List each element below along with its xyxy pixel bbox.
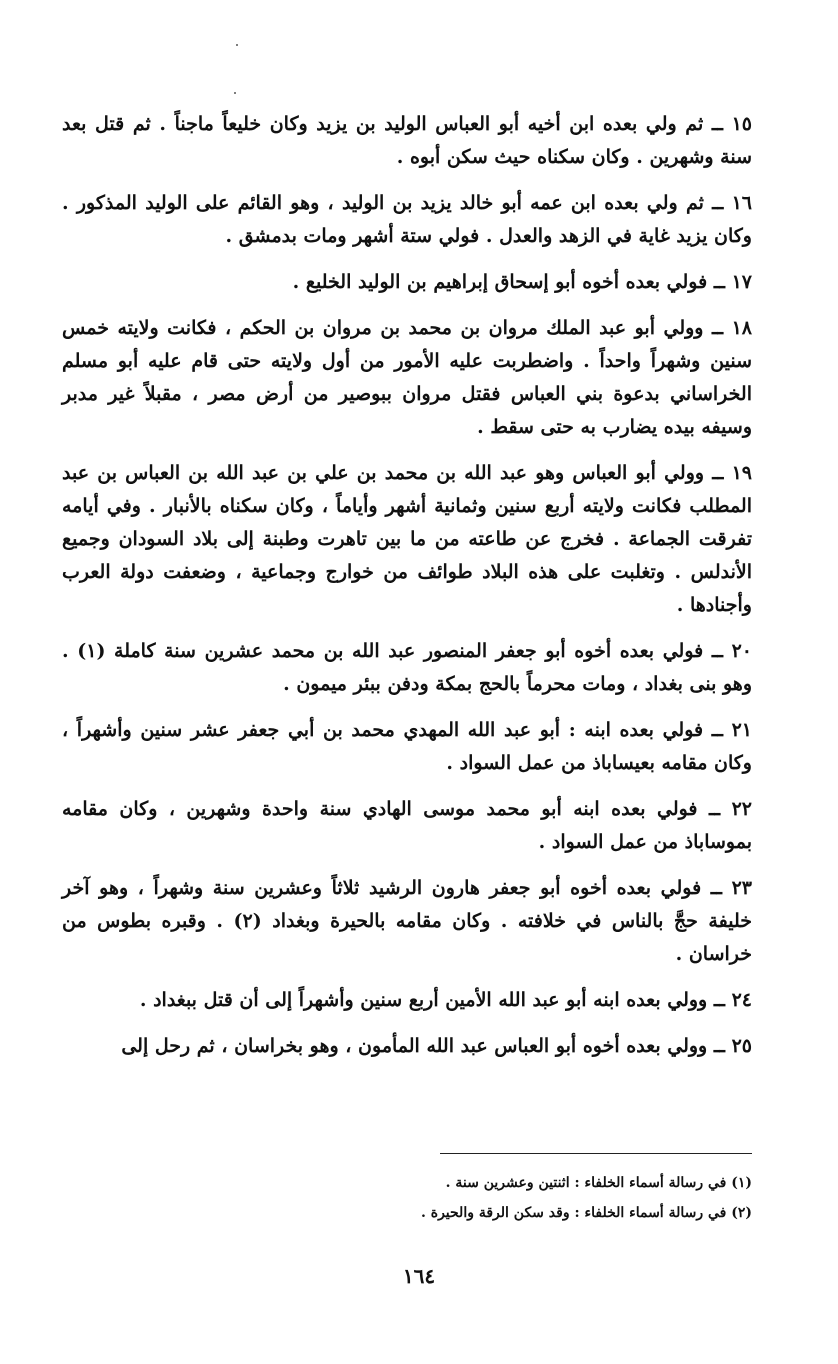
footnote-1: (١) في رسالة أسماء الخلفاء : اثنتين وعشرين سنة . [445,1175,752,1191]
footnote-2: (٢) في رسالة أسماء الخلفاء : وقد سكن الرقة والحيرة . [420,1205,752,1221]
page-number: ١٦٤ [402,1264,436,1288]
paragraph-23: ٢٣ ــ فولي بعده أخوه أبو جعفر هارون الرشيد ثلاثاً وعشرين سنة وشهراً ، وهو آخر خليفة حجَّ بالناس في خلافته . وكان مقامه بالحيرة وبغداد (٢) . وقبره بطوس من خراسان . [62,877,752,965]
paragraph-18: ١٨ ــ وولي أبو عبد الملك مروان بن محمد بن مروان بن الحكم ، فكانت ولايته خمس سنين وشهراً واحداً . واضطربت عليه الأمور من أول ولايته حتى قام عليه أبو مسلم الخراساني بدعوة بني العباس فقتل مروان ببوصير من أرض مصر ، مقبلاً غير مدبر وسيفه بيده يضارب به حتى سقط . [62,317,752,438]
paragraph-20: ٢٠ ــ فولي بعده أخوه أبو جعفر المنصور عبد الله بن محمد عشرين سنة كاملة (١) . وهو بنى بغداد ، ومات محرماً بالحج بمكة ودفن ببئر ميمون . [62,640,752,695]
paragraph-16: ١٦ ــ ثم ولي بعده ابن عمه أبو خالد يزيد بن الوليد ، وهو القائم على الوليد المذكور . وكان يزيد غاية في الزهد والعدل . فولي ستة أشهر ومات بدمشق . [62,192,752,247]
paragraph-17: ١٧ ــ فولي بعده أخوه أبو إسحاق إبراهيم بن الوليد الخليع . [292,271,752,293]
paragraph-19: ١٩ ــ وولي أبو العباس وهو عبد الله بن محمد بن علي بن عبد الله بن العباس بن عبد المطلب فكانت ولايته أربع سنين وثمانية أشهر وأياماً ، وكان سكناه بالأنبار . وفي أيامه تفرقت الجماعة . فخرج عن طاعته من ما بين تاهرت وطبنة إلى بلاد السودان وجميع الأندلس . وتغلبت على هذه البلاد طوائف من خوارج وجماعية ، وضعفت دولة العرب وأجنادها . [62,462,752,616]
paragraph-25: ٢٥ ــ وولي بعده أخوه أبو العباس عبد الله المأمون ، وهو بخراسان ، ثم رحل إلى [121,1035,752,1057]
paragraph-24: ٢٤ ــ وولي بعده ابنه أبو عبد الله الأمين أربع سنين وأشهراً إلى أن قتل ببغداد . [139,989,752,1011]
page-body [62,108,752,1076]
paragraph-15: ١٥ ــ ثم ولي بعده ابن أخيه أبو العباس الوليد بن يزيد وكان خليعاً ماجناً . ثم قتل بعد سنة وشهرين . وكان سكناه حيث سكن أبوه . [62,113,752,168]
scan-speck [236,44,238,46]
footnotes [62,1172,752,1232]
paragraph-21: ٢١ ــ فولي بعده ابنه : أبو عبد الله المهدي محمد بن أبي جعفر عشر سنين وأشهراً ، وكان مقامه بعيساباذ من عمل السواد . [62,719,752,774]
scan-speck [234,92,236,94]
footnote-divider [440,1153,752,1154]
paragraph-22: ٢٢ ــ فولي بعده ابنه أبو محمد موسى الهادي سنة واحدة وشهرين ، وكان مقامه بموساباذ من عمل السواد . [62,798,752,853]
